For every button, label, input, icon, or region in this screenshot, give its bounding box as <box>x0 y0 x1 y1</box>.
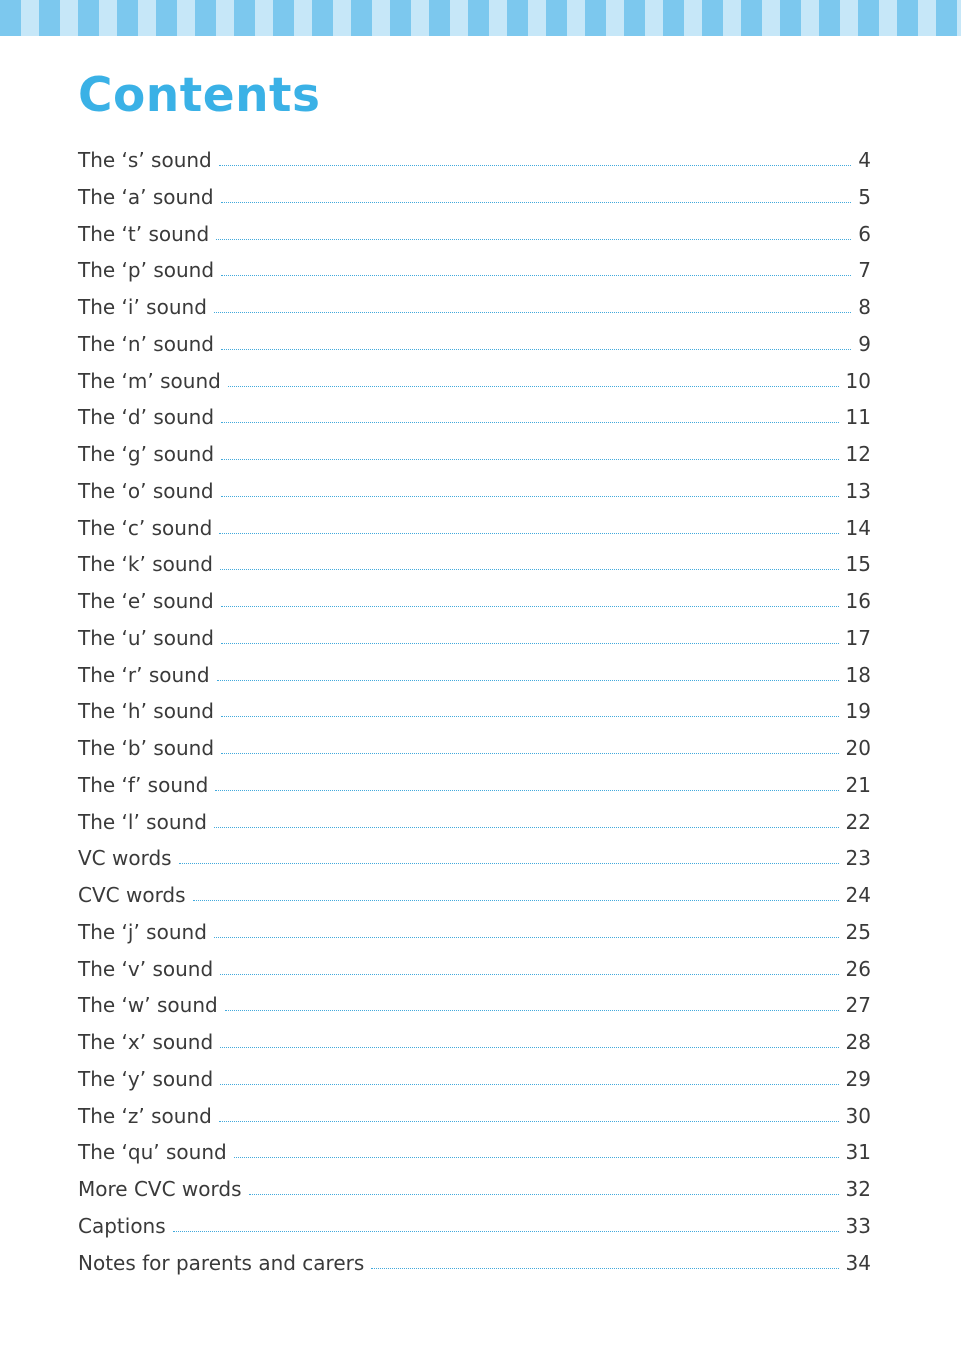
contents-entry <box>78 1104 871 1141</box>
entry-title: The ‘s’ sound <box>78 148 212 172</box>
dotted-leader <box>228 386 839 387</box>
dotted-leader <box>225 1010 839 1011</box>
dotted-leader <box>221 496 839 497</box>
page-number: 16 <box>845 589 871 613</box>
dotted-leader <box>193 900 839 901</box>
page-number: 6 <box>858 221 871 246</box>
contents-entry <box>78 332 871 369</box>
entry-title: The ‘n’ sound <box>78 331 215 356</box>
page-number: 7 <box>858 258 871 283</box>
entry-title: The ‘l’ sound <box>78 809 207 834</box>
page-number: 15 <box>845 552 871 577</box>
entry-title: The ‘m’ sound <box>78 368 221 393</box>
contents-entry <box>78 957 871 994</box>
contents-entry <box>78 295 871 332</box>
page-number: 14 <box>845 515 871 540</box>
contents-entry <box>78 1030 871 1067</box>
contents-entry <box>78 552 871 589</box>
dotted-leader <box>215 790 838 791</box>
contents-entry <box>78 148 871 185</box>
contents-entry <box>78 663 871 700</box>
page-number: 33 <box>845 1213 871 1238</box>
dotted-leader <box>221 716 839 717</box>
entry-title: The ‘t’ sound <box>78 221 210 246</box>
dotted-leader <box>217 680 839 681</box>
dotted-leader <box>179 863 839 864</box>
page-number: 34 <box>845 1250 871 1275</box>
dotted-leader <box>221 753 839 754</box>
contents-entry <box>78 1251 871 1288</box>
dotted-leader <box>220 569 839 570</box>
page-number: 32 <box>845 1177 871 1201</box>
page-number: 21 <box>845 772 871 797</box>
page-number: 19 <box>845 699 871 724</box>
page-number: 22 <box>845 809 871 834</box>
entry-title: CVC words <box>78 883 186 907</box>
dotted-leader <box>249 1194 839 1195</box>
dotted-leader <box>214 312 851 313</box>
contents-entry <box>78 405 871 442</box>
entry-title: The ‘i’ sound <box>78 295 207 319</box>
contents-entry <box>78 699 871 736</box>
dotted-leader <box>221 202 852 203</box>
contents-entry <box>78 185 871 222</box>
contents-entry <box>78 883 871 920</box>
entry-title: The ‘v’ sound <box>78 956 214 981</box>
entry-title: The ‘c’ sound <box>78 515 213 540</box>
dotted-leader <box>216 239 851 240</box>
page-number: 30 <box>845 1103 871 1128</box>
page-number: 24 <box>845 883 871 907</box>
page-number: 25 <box>845 919 871 944</box>
entry-title: The ‘b’ sound <box>78 736 215 760</box>
page-number: 10 <box>845 368 871 393</box>
page-number: 11 <box>845 405 871 430</box>
contents-entry <box>78 1140 871 1177</box>
dotted-leader <box>173 1231 839 1232</box>
dotted-leader <box>221 606 839 607</box>
entry-title: The ‘k’ sound <box>78 552 213 577</box>
entry-title: The ‘j’ sound <box>78 919 207 944</box>
entry-title: The ‘x’ sound <box>78 1030 214 1054</box>
entry-title: The ‘p’ sound <box>78 258 215 283</box>
entry-title: Notes for parents and carers <box>78 1250 365 1275</box>
entry-title: The ‘e’ sound <box>78 589 214 613</box>
entry-title: The ‘qu’ sound <box>78 1140 227 1165</box>
entry-title: The ‘a’ sound <box>78 184 214 209</box>
decorative-top-stripe <box>0 0 961 36</box>
contents-entry <box>78 222 871 259</box>
entry-title: The ‘z’ sound <box>78 1103 212 1128</box>
page-number: 8 <box>858 295 871 319</box>
page-number: 5 <box>858 184 871 209</box>
contents-entry <box>78 442 871 479</box>
dotted-leader <box>234 1157 839 1158</box>
entry-title: The ‘o’ sound <box>78 478 214 503</box>
contents-entry <box>78 920 871 957</box>
entry-title: The ‘h’ sound <box>78 699 215 724</box>
entry-title: The ‘w’ sound <box>78 993 218 1018</box>
entry-title: The ‘f’ sound <box>78 772 209 797</box>
dotted-leader <box>371 1268 838 1269</box>
entry-title: The ‘g’ sound <box>78 442 215 466</box>
page-number: 29 <box>845 1066 871 1091</box>
contents-entry <box>78 258 871 295</box>
dotted-leader <box>219 1121 839 1122</box>
page-number: 12 <box>845 442 871 466</box>
dotted-leader <box>221 349 851 350</box>
dotted-leader <box>220 1047 838 1048</box>
contents-entry <box>78 1067 871 1104</box>
dotted-leader <box>221 422 839 423</box>
page-number: 23 <box>845 846 871 871</box>
entry-title: Captions <box>78 1213 166 1238</box>
dotted-leader <box>214 827 839 828</box>
contents-entry <box>78 1177 871 1214</box>
dotted-leader <box>220 974 838 975</box>
contents-entry <box>78 369 871 406</box>
page-number: 4 <box>858 148 871 172</box>
contents-entry <box>78 516 871 553</box>
entry-title: The ‘y’ sound <box>78 1066 214 1091</box>
entry-title: The ‘u’ sound <box>78 625 215 650</box>
entry-title: VC words <box>78 846 172 871</box>
page-number: 31 <box>845 1140 871 1165</box>
contents-entry <box>78 846 871 883</box>
dotted-leader <box>221 643 839 644</box>
contents-entry <box>78 589 871 626</box>
entry-title: The ‘r’ sound <box>78 662 210 687</box>
contents-entry <box>78 736 871 773</box>
entry-title: More CVC words <box>78 1177 242 1201</box>
page-number: 28 <box>845 1030 871 1054</box>
dotted-leader <box>214 937 839 938</box>
page-number: 9 <box>858 331 871 356</box>
contents-entry <box>78 479 871 516</box>
contents-list <box>78 148 871 1287</box>
page-number: 20 <box>845 736 871 760</box>
entry-title: The ‘d’ sound <box>78 405 215 430</box>
dotted-leader <box>219 165 852 166</box>
dotted-leader <box>221 275 851 276</box>
page-number: 26 <box>845 956 871 981</box>
dotted-leader <box>219 533 838 534</box>
page-title: Contents <box>78 68 321 123</box>
dotted-leader <box>221 459 839 460</box>
contents-entry <box>78 1214 871 1251</box>
contents-entry <box>78 773 871 810</box>
page-number: 18 <box>845 662 871 687</box>
dotted-leader <box>220 1084 838 1085</box>
page-number: 13 <box>845 478 871 503</box>
contents-entry <box>78 810 871 847</box>
contents-entry <box>78 993 871 1030</box>
contents-entry <box>78 626 871 663</box>
page-number: 17 <box>845 625 871 650</box>
page-number: 27 <box>845 993 871 1018</box>
